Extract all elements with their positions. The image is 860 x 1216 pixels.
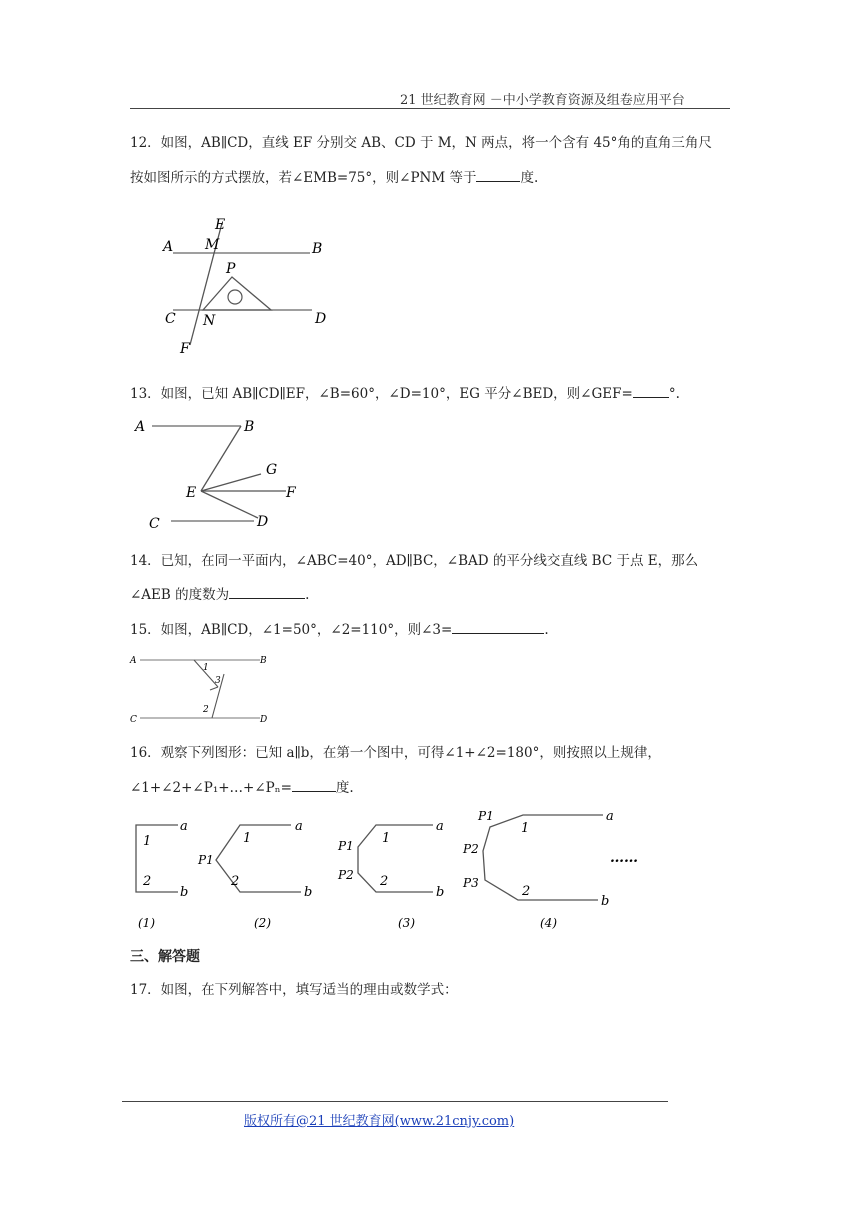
q12-answer-blank <box>476 167 520 182</box>
q16-fig3-label-b: b <box>436 885 445 900</box>
q16-fig3-label-1: 1 <box>382 831 391 846</box>
q16-fig4-label-a: a <box>606 809 614 824</box>
q12-line2-end: 度. <box>520 170 539 186</box>
q16-caption-1: (1) <box>138 916 155 930</box>
q15-line1 <box>130 619 549 640</box>
q15-label-1: 1 <box>203 663 209 673</box>
q12-line1: 12．如图，AB∥CD，直线 EF 分别交 AB、CD 于 M，N 两点，将一个含有 45°角的直角三角尺 <box>130 135 712 151</box>
q16-figure <box>128 805 658 933</box>
q15-label-b: B <box>260 656 267 666</box>
q15-label-c: C <box>130 715 137 725</box>
q14-line2 <box>130 584 309 605</box>
q16-fig4-label-1: 1 <box>521 821 530 836</box>
q15-label-a: A <box>130 656 137 666</box>
q12-triangle <box>203 277 271 310</box>
q16-fig2-label-a: a <box>295 819 303 834</box>
q13-label-a: A <box>135 419 146 435</box>
footer-rule <box>122 1101 668 1102</box>
q13-segment-ed <box>201 491 258 518</box>
q16-fig1-label-b: b <box>180 885 189 900</box>
q12-label-a: A <box>163 239 174 255</box>
q16-line2-text: ∠1+∠2+∠P₁+…+∠Pₙ= <box>130 780 292 796</box>
q16-answer-blank <box>292 777 336 792</box>
q16-fig1-label-a: a <box>180 819 188 834</box>
q15-label-3: 3 <box>215 676 221 686</box>
q15-label-2: 2 <box>203 705 209 715</box>
q12-label-p: P <box>226 261 236 277</box>
q12-label-m: M <box>205 237 220 253</box>
q15-end: . <box>544 622 549 638</box>
q12-label-b: B <box>312 241 323 257</box>
q13-label-b: B <box>244 419 255 435</box>
q12-label-f: F <box>180 341 190 357</box>
q14-answer-blank <box>229 584 305 599</box>
q16-line2-end: 度. <box>335 780 354 796</box>
q16-fig2-path <box>216 825 301 892</box>
header-rule <box>130 108 730 109</box>
q16-fig2-label-2: 2 <box>231 874 240 889</box>
q12-triangle-hole <box>228 290 242 304</box>
q16-fig3-path <box>358 825 433 892</box>
q16-continuation-dots: …… <box>610 850 638 866</box>
q13-label-g: G <box>266 462 278 478</box>
q12-label-e: E <box>215 217 226 233</box>
q16-fig2-label-b: b <box>304 885 313 900</box>
q16-caption-2: (2) <box>254 916 271 930</box>
q15-segment-2 <box>210 687 218 690</box>
q16-fig4-path <box>483 815 603 900</box>
q16-fig2-label-1: 1 <box>243 831 252 846</box>
section-title: 三、解答题 <box>130 949 200 965</box>
q16-fig3-label-p1: P1 <box>338 839 354 853</box>
q16-caption-3: (3) <box>398 916 415 930</box>
q16-caption-4: (4) <box>540 916 557 930</box>
q16-line2 <box>130 777 354 798</box>
q16-fig4-label-2: 2 <box>522 884 531 899</box>
q15-text: 15．如图，AB∥CD，∠1=50°，∠2=110°，则∠3= <box>130 622 453 638</box>
q16-fig3-label-a: a <box>436 819 444 834</box>
q16-fig4-label-p1: P1 <box>478 809 494 823</box>
q12-figure <box>160 215 340 360</box>
q16-fig3-label-2: 2 <box>380 874 389 889</box>
q12-label-c: C <box>165 311 176 327</box>
copyright-link[interactable]: 版权所有@21 世纪教育网(www.21cnjy.com) <box>244 1114 515 1129</box>
q16-fig2-label-p1: P1 <box>198 853 214 867</box>
q12-label-d: D <box>315 311 327 327</box>
q13-text: 13．如图，已知 AB∥CD∥EF，∠B=60°，∠D=10°，EG 平分∠BED，则∠GEF= <box>130 386 633 402</box>
q15-answer-blank <box>452 619 544 634</box>
q13-figure <box>128 412 313 534</box>
q13-label-e: E <box>186 485 197 501</box>
q13-line1 <box>130 383 680 404</box>
q16-fig4-label-b: b <box>601 894 610 909</box>
q16-fig3-label-p2: P2 <box>338 868 354 882</box>
q13-label-d: D <box>257 514 269 530</box>
q12-line2 <box>130 167 538 188</box>
q13-label-f: F <box>286 485 296 501</box>
q16-fig1-label-1: 1 <box>143 834 152 849</box>
q12-label-n: N <box>203 313 216 329</box>
q12-line2-text: 按如图所示的方式摆放，若∠EMB=75°，则∠PNM 等于 <box>130 170 477 186</box>
q13-answer-blank <box>633 383 669 398</box>
q14-line2-end: . <box>305 587 310 603</box>
q14-line2-text: ∠AEB 的度数为 <box>130 587 230 603</box>
q16-fig1-label-2: 2 <box>143 874 152 889</box>
q17-line1: 17．如图，在下列解答中，填写适当的理由或数学式： <box>130 982 458 998</box>
q15-label-d: D <box>260 715 268 725</box>
q13-label-c: C <box>149 516 160 532</box>
q14-line1: 14．已知，在同一平面内，∠ABC=40°，AD∥BC，∠BAD 的平分线交直线 BC 于点 E，那么 <box>130 553 699 569</box>
q16-fig4-label-p3: P3 <box>463 876 479 890</box>
q16-line1: 16．观察下列图形：已知 a∥b，在第一个图中，可得∠1+∠2=180°，则按照以上规律， <box>130 745 661 761</box>
q13-end: °. <box>668 386 680 402</box>
q16-fig4-label-p2: P2 <box>463 842 479 856</box>
page-header: 21 世纪教育网 －中小学教育资源及组卷应用平台 <box>400 93 685 108</box>
q15-figure <box>128 650 273 725</box>
